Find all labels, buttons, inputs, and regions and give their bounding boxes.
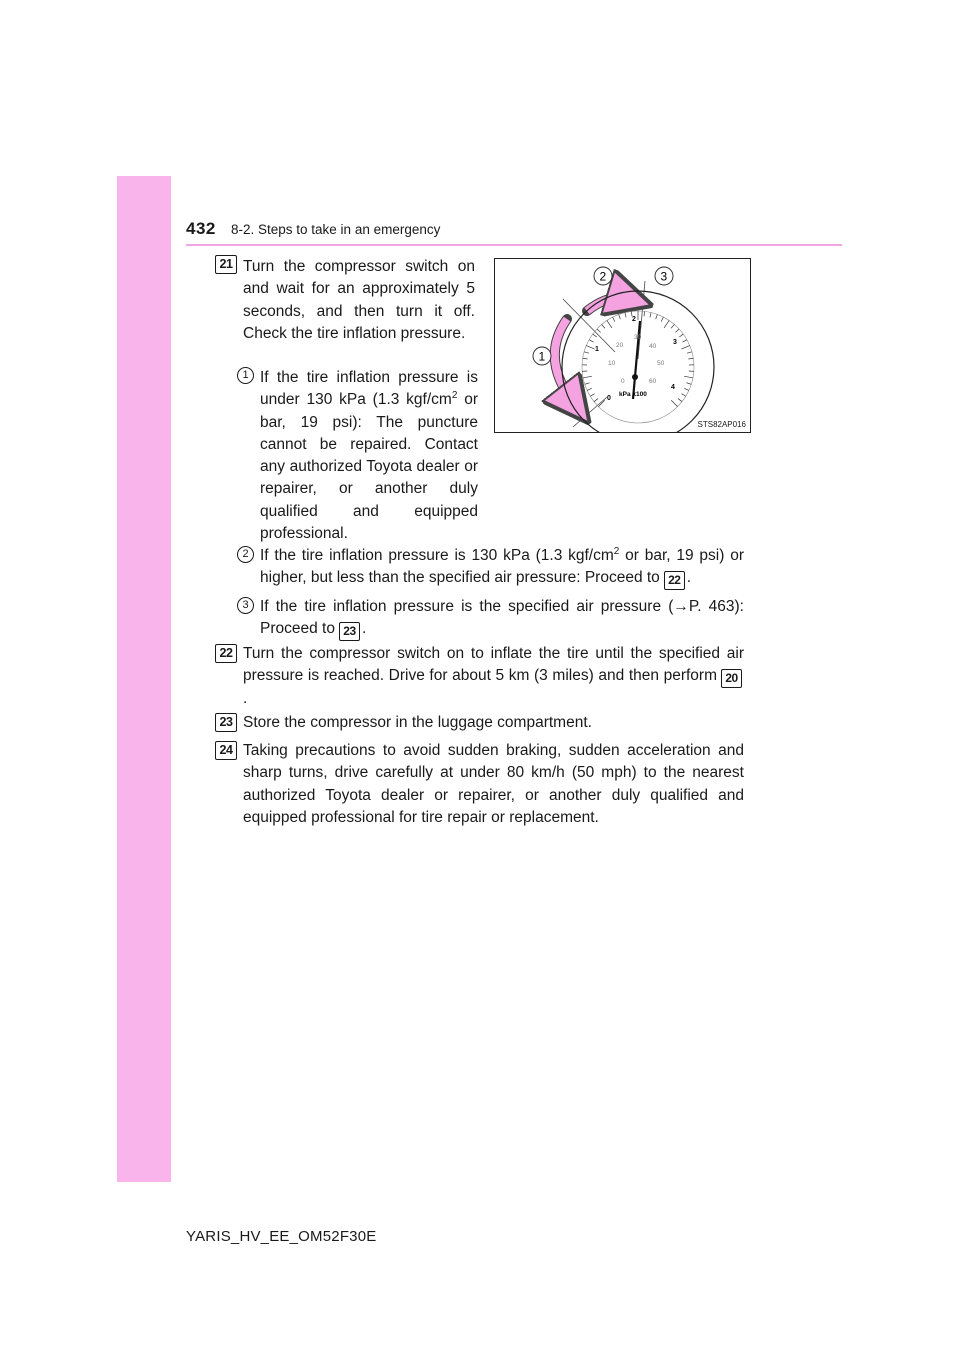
gauge-tick: [688, 358, 693, 359]
gauge-tick: [678, 399, 682, 402]
case-1-marker: 1: [237, 367, 254, 384]
gauge-label-4: 4: [671, 384, 675, 391]
footer-doc-code: YARIS_HV_EE_OM52F30E: [186, 1228, 377, 1245]
step-23-badge: 23: [215, 713, 237, 732]
step-23-text: Store the compressor in the luggage compartment.: [243, 714, 592, 731]
gauge-tick: [585, 383, 590, 385]
gauge-tick: [687, 352, 692, 353]
gauge-tick: [583, 358, 588, 359]
callout-2: 2: [599, 269, 607, 284]
gauge-tick: [687, 383, 692, 385]
gauge-tick: [671, 324, 674, 328]
gauge-tick: [679, 334, 683, 337]
gauge-tick: [583, 376, 592, 378]
ref-step-22-badge[interactable]: 22: [664, 571, 685, 590]
gauge-tick: [587, 388, 592, 390]
figure-code: STS82AP016: [697, 420, 746, 429]
gauge-tick: [613, 317, 615, 321]
step-24-badge: 24: [215, 741, 237, 760]
gauge-tick: [684, 388, 689, 390]
step-21-text: Turn the compressor switch on and wait for an approximately 5 seconds, and then turn it off. Check the tire inflation pressure.: [243, 258, 475, 342]
gauge-tick: [661, 317, 663, 321]
case-2-marker: 2: [237, 546, 254, 563]
case-3-marker: 3: [237, 597, 254, 614]
case-1-text: If the tire inflation pressure is under 130 kPa (1.3 kgf/$cm^2$ or bar, 19 psi): The puncture cannot be repaired. Contact any authorized Toyota dealer or repairer, or another duly qualified and equipped professional.: [260, 369, 479, 543]
gauge-tick: [586, 346, 594, 349]
ref-step-23-badge[interactable]: 23: [339, 622, 360, 641]
gauge-tick: [625, 313, 626, 318]
case-3-text: If the tire inflation pressure is the specified air pressure (→P. 463): Proceed to 23 .: [260, 596, 744, 641]
gauge-inner-20: 20: [616, 342, 624, 349]
gauge-tick: [675, 329, 679, 332]
gauge-tick: [664, 320, 669, 327]
gauge-label-1: 1: [595, 346, 599, 353]
gauge-tick: [644, 311, 645, 316]
gauge-tick: [682, 340, 686, 342]
pressure-gauge-figure: [494, 258, 751, 433]
step-24-text: Taking precautions to avoid sudden braking, sudden acceleration and sharp turns, drive carefully at under 80 km/h (50 mph) to the nearest authorized Toyota dealer or repairer, or another duly qualified and equipped professional for tire repair or replacement.: [243, 742, 744, 826]
gauge-tick: [593, 334, 597, 337]
gauge-tick: [607, 320, 612, 327]
gauge-inner-60: 60: [649, 378, 657, 385]
gauge-label-2: 2: [632, 316, 636, 323]
gauge-tick: [619, 314, 621, 319]
gauge-tick: [594, 399, 598, 402]
gauge-tick: [684, 376, 693, 378]
gauge-label-3: 3: [673, 339, 677, 346]
gauge-tick: [584, 352, 589, 353]
gauge-tick: [602, 324, 605, 328]
gauge-inner-0: 0: [621, 378, 625, 385]
case-2-text: If the tire inflation pressure is 130 kPa (1.3 kgf/$cm^2$ or bar, 19 psi) or higher, but less than the specified air pressure: Proceed to 22 .: [260, 545, 744, 590]
page-number: 432: [186, 219, 216, 238]
gauge-inner-50: 50: [657, 360, 665, 367]
step-21-badge: 21: [215, 255, 237, 274]
gauge-tick: [681, 346, 689, 349]
step-22-text: Turn the compressor switch on to inflate the tire until the specified air pressure is reached. Drive for about 5 km (3 miles) and then perform 20.: [243, 645, 744, 708]
gauge-tick: [650, 313, 651, 318]
gauge-tick: [656, 314, 658, 319]
gauge-tick: [671, 400, 677, 406]
ref-step-20-badge[interactable]: 20: [721, 669, 742, 688]
gauge-label-0: 0: [607, 395, 611, 402]
section-title: 8-2. Steps to take in an emergency: [231, 222, 441, 237]
step-22-badge: 22: [215, 644, 237, 663]
header-rule: [186, 244, 842, 246]
gauge-illustration: [495, 259, 750, 432]
callout-3: 3: [660, 269, 668, 284]
gauge-unit: kPa x100: [619, 391, 647, 398]
side-color-strip: [117, 176, 171, 1182]
gauge-tick: [597, 329, 601, 332]
gauge-inner-40: 40: [649, 343, 657, 350]
gauge-inner-10: 10: [608, 360, 616, 367]
gauge-tick: [590, 394, 594, 397]
gauge-tick: [589, 340, 593, 342]
gauge-inner-30: 30: [634, 334, 642, 341]
callout-1: 1: [538, 349, 546, 364]
gauge-tick: [681, 394, 685, 397]
